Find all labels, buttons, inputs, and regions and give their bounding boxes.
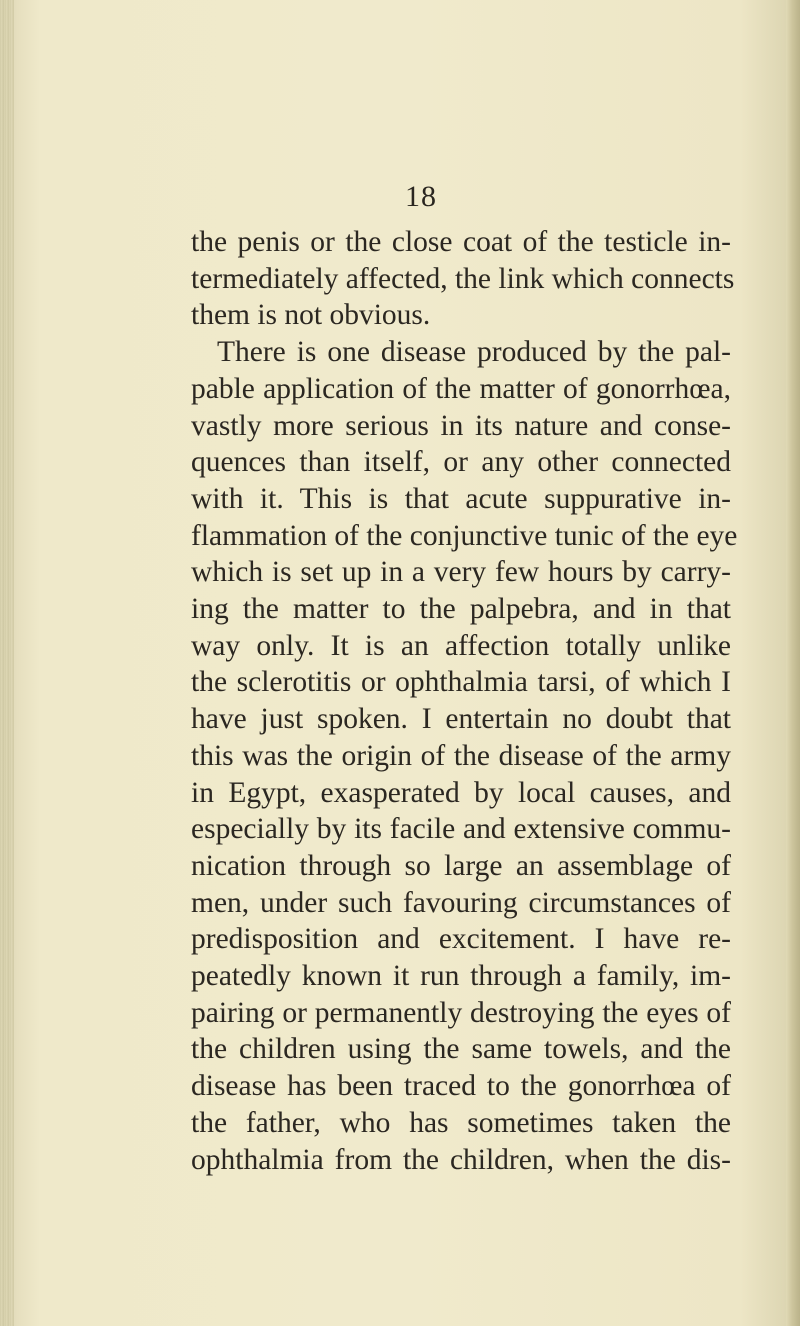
- text-line: with it. This is that acute suppurative in-: [191, 482, 731, 515]
- text-line: the sclerotitis or ophthalmia tarsi, of which I: [191, 666, 731, 699]
- text-line: flammation of the conjunctive tunic of the eye: [191, 519, 738, 552]
- text-line: disease has been traced to the gonorrhœa of: [191, 1070, 731, 1103]
- text-line: the penis or the close coat of the testicle in-: [191, 226, 731, 258]
- text-line: There is one disease produced by the pal-: [217, 336, 731, 369]
- text-line: quences than itself, or any other connected: [191, 446, 731, 479]
- text-line: peatedly known it run through a family, im-: [191, 960, 731, 993]
- text-line: especially by its facile and extensive commu-: [191, 813, 731, 846]
- body-text: [191, 224, 738, 1178]
- text-line: predisposition and excitement. I have re-: [191, 923, 731, 956]
- text-line: termediately affected, the link which connects: [191, 262, 735, 295]
- text-line: the father, who has sometimes taken the: [191, 1106, 731, 1139]
- text-line: ing the matter to the palpebra, and in that: [191, 593, 731, 626]
- text-line: them is not obvious.: [191, 299, 431, 332]
- text-line: have just spoken. I entertain no doubt that: [191, 703, 731, 736]
- page-edge-left: [0, 0, 14, 1326]
- text-line: vastly more serious in its nature and conse-: [191, 409, 731, 442]
- text-line: the children using the same towels, and the: [191, 1033, 731, 1066]
- text-line: this was the origin of the disease of the army: [191, 739, 731, 772]
- page-number: 18: [405, 180, 437, 213]
- text-line: which is set up in a very few hours by carry-: [191, 556, 731, 589]
- text-line: pable application of the matter of gonorrhœa,: [191, 372, 731, 405]
- text-line: in Egypt, exasperated by local causes, and: [191, 776, 731, 809]
- text-line: men, under such favouring circumstances of: [191, 886, 731, 919]
- text-line: pairing or permanently destroying the eyes of: [191, 996, 731, 1029]
- text-line: nication through so large an assemblage of: [191, 849, 731, 882]
- text-line: ophthalmia from the children, when the dis-: [191, 1143, 731, 1176]
- text-line: way only. It is an affection totally unlike: [191, 629, 731, 662]
